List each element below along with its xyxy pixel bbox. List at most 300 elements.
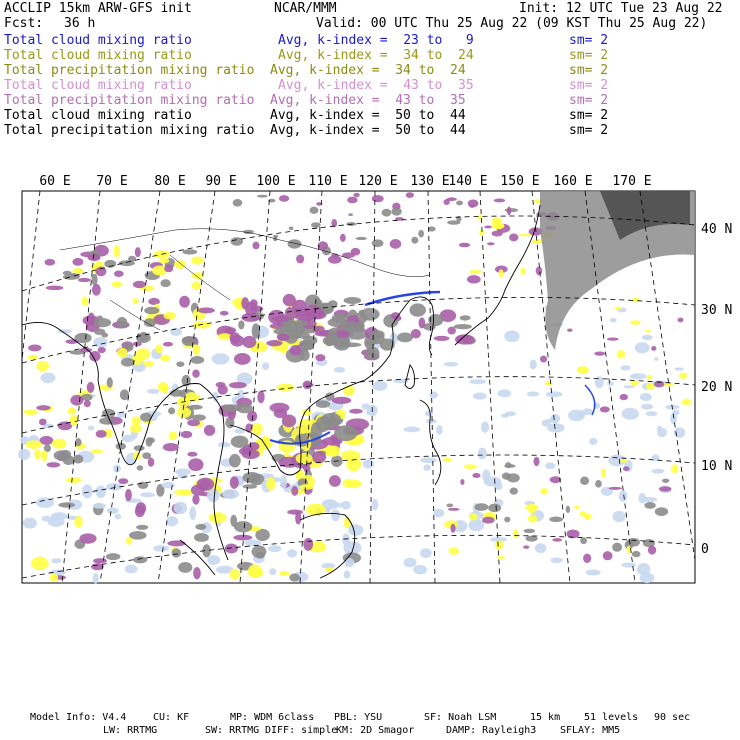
precip-cell bbox=[675, 367, 684, 370]
precip-cell bbox=[190, 506, 197, 520]
precip-cell bbox=[433, 509, 444, 518]
precip-cell bbox=[47, 462, 60, 467]
lat-label: 20 N bbox=[701, 380, 733, 395]
precip-cell bbox=[133, 556, 147, 563]
precip-cell bbox=[93, 558, 107, 563]
precip-cell bbox=[172, 548, 182, 557]
precip-cell bbox=[111, 282, 122, 287]
precip-cell bbox=[115, 514, 122, 520]
precip-cell bbox=[646, 383, 655, 390]
lat-label: 40 N bbox=[701, 222, 733, 237]
precip-cell bbox=[621, 562, 636, 567]
legend-field: Total cloud mixing ratio bbox=[4, 78, 192, 93]
precip-cell bbox=[40, 436, 54, 445]
legend-sm: sm= 2 bbox=[569, 93, 609, 108]
precip-cell bbox=[369, 332, 384, 344]
precip-cell bbox=[651, 469, 664, 474]
precip-cell bbox=[343, 479, 354, 488]
forecast-hours: 36 h bbox=[64, 16, 96, 31]
lon-label: 140 E bbox=[448, 174, 488, 189]
legend-stat: Avg, k-index = 50 to 44 bbox=[270, 123, 466, 138]
legend-stat: Avg, k-index = 50 to 44 bbox=[270, 108, 466, 123]
precip-cell bbox=[287, 549, 297, 557]
precip-cell bbox=[41, 450, 48, 461]
precip-cell bbox=[70, 395, 83, 406]
precip-cell bbox=[130, 424, 141, 433]
precip-cell bbox=[621, 365, 631, 370]
precip-cell bbox=[333, 337, 350, 351]
precip-cell bbox=[289, 226, 293, 230]
precip-cell bbox=[193, 567, 201, 579]
precip-cell bbox=[646, 411, 658, 416]
precip-cell bbox=[342, 533, 350, 546]
precip-cell bbox=[88, 426, 95, 431]
legend-sm: sm= 2 bbox=[569, 48, 609, 63]
precip-cell bbox=[655, 507, 668, 516]
precip-cell bbox=[526, 536, 538, 542]
precip-cell bbox=[88, 312, 95, 323]
precip-cell bbox=[469, 379, 486, 384]
precip-cell bbox=[161, 482, 174, 488]
precip-cell bbox=[577, 366, 589, 374]
precip-cell bbox=[334, 425, 357, 441]
precip-cell bbox=[114, 271, 124, 277]
precip-cell bbox=[289, 574, 300, 582]
precip-cell bbox=[74, 516, 82, 528]
precip-cell bbox=[279, 571, 289, 576]
footer-info-item: 15 km bbox=[530, 712, 561, 723]
precip-cell bbox=[526, 504, 539, 510]
precip-cell bbox=[160, 279, 170, 287]
precip-cell bbox=[623, 466, 630, 471]
precip-cell bbox=[443, 199, 449, 205]
precip-cell bbox=[314, 326, 325, 333]
precip-cell bbox=[682, 399, 691, 406]
precip-cell bbox=[42, 516, 51, 522]
precip-cell bbox=[218, 333, 232, 340]
init-time: Init: 12 UTC Tue 23 Aug 22 bbox=[519, 1, 723, 16]
precip-cell bbox=[355, 237, 367, 240]
precip-cell bbox=[510, 488, 518, 495]
precip-cell bbox=[528, 515, 537, 523]
precip-cell bbox=[296, 255, 304, 264]
precip-cell bbox=[143, 361, 154, 367]
precip-cell bbox=[166, 516, 178, 526]
precip-cell bbox=[574, 505, 580, 509]
precip-cell bbox=[72, 258, 83, 266]
precip-cell bbox=[192, 414, 206, 421]
footer-info-item: MP: WDM 6class bbox=[230, 712, 315, 723]
precip-cell bbox=[192, 281, 201, 290]
lon-label: 100 E bbox=[256, 174, 296, 189]
precip-cell bbox=[594, 352, 605, 356]
precip-cell bbox=[340, 234, 346, 242]
footer-info-item: SFLAY: MM5 bbox=[560, 725, 621, 736]
footer-info-item: 90 sec bbox=[654, 712, 691, 723]
precip-cell bbox=[642, 335, 653, 341]
precip-cell bbox=[372, 195, 384, 202]
precip-cell bbox=[188, 458, 203, 471]
precip-cell bbox=[540, 488, 548, 495]
precip-cell bbox=[353, 193, 359, 197]
precip-cell bbox=[229, 569, 240, 580]
precip-cell bbox=[207, 488, 220, 502]
precip-cell bbox=[41, 372, 56, 383]
precip-cell bbox=[268, 545, 281, 552]
precip-cell bbox=[291, 486, 298, 496]
precip-cell bbox=[546, 391, 563, 397]
precip-cell bbox=[467, 275, 481, 283]
precip-cell bbox=[493, 223, 504, 229]
precip-cell bbox=[550, 476, 561, 483]
precip-cell bbox=[654, 357, 658, 360]
lon-label: 70 E bbox=[96, 174, 128, 189]
precip-cell bbox=[505, 462, 511, 468]
precip-cell bbox=[222, 489, 239, 499]
precip-cell bbox=[133, 281, 146, 288]
precip-cell bbox=[397, 333, 413, 343]
precip-cell bbox=[550, 558, 563, 564]
precip-cell bbox=[182, 249, 197, 254]
precip-cell bbox=[290, 320, 309, 326]
org-label: NCAR/MMM bbox=[274, 1, 337, 16]
precip-cell bbox=[28, 355, 38, 361]
precip-cell bbox=[601, 468, 606, 478]
precip-cell bbox=[567, 328, 573, 331]
lon-label: 120 E bbox=[358, 174, 398, 189]
precip-cell bbox=[434, 336, 450, 341]
precip-cell bbox=[225, 327, 236, 334]
precip-cell bbox=[546, 418, 557, 423]
precip-cell bbox=[310, 207, 319, 214]
legend-field: Total precipitation mixing ratio bbox=[4, 63, 255, 78]
precip-cell bbox=[248, 569, 263, 577]
legend-field: Total cloud mixing ratio bbox=[4, 33, 192, 48]
precip-cell bbox=[536, 267, 543, 276]
precip-cell bbox=[429, 391, 438, 398]
precip-cell bbox=[230, 332, 241, 343]
lon-label: 170 E bbox=[612, 174, 652, 189]
precip-cell bbox=[418, 230, 424, 238]
precip-cell bbox=[280, 475, 287, 489]
precip-cell bbox=[348, 524, 363, 536]
precip-cell bbox=[630, 380, 639, 386]
precip-cell bbox=[372, 239, 384, 247]
legend-sm: sm= 2 bbox=[569, 123, 609, 138]
precip-cell bbox=[347, 197, 357, 204]
precip-cell bbox=[160, 355, 170, 362]
precip-cell bbox=[134, 445, 145, 451]
precip-cell bbox=[218, 442, 231, 447]
precip-cell bbox=[520, 268, 525, 275]
precip-cell bbox=[299, 484, 314, 489]
precip-cell bbox=[204, 425, 215, 436]
precip-cell bbox=[460, 315, 471, 320]
precip-cell bbox=[136, 502, 147, 514]
precip-cell bbox=[295, 434, 309, 447]
precip-cell bbox=[644, 502, 655, 509]
precip-cell bbox=[545, 462, 555, 469]
precip-cell bbox=[266, 477, 275, 490]
precip-cell bbox=[623, 385, 634, 388]
precip-cell bbox=[153, 545, 169, 552]
precip-cell bbox=[504, 330, 520, 342]
precip-cell bbox=[179, 296, 190, 308]
precip-cell bbox=[51, 512, 68, 520]
precip-cell bbox=[411, 329, 421, 338]
lat-label: 10 N bbox=[701, 459, 733, 474]
precip-cell bbox=[580, 537, 587, 544]
precip-cell bbox=[79, 533, 96, 543]
precip-cell bbox=[174, 502, 188, 514]
precip-cell bbox=[659, 486, 672, 491]
precip-cell bbox=[126, 537, 132, 545]
precip-cell bbox=[125, 565, 138, 574]
precip-cell bbox=[635, 342, 650, 353]
legend-sm: sm= 2 bbox=[569, 33, 609, 48]
precip-cell bbox=[230, 515, 237, 527]
precip-cell bbox=[248, 442, 260, 450]
precip-cell bbox=[334, 367, 345, 373]
precip-cell bbox=[505, 208, 518, 212]
precip-cell bbox=[523, 545, 529, 548]
precip-cell bbox=[620, 394, 628, 400]
precip-cell bbox=[18, 449, 30, 460]
precip-cell bbox=[93, 573, 99, 584]
footer-info-item: 51 levels bbox=[584, 712, 639, 723]
precip-cell bbox=[256, 552, 265, 559]
precip-cell bbox=[566, 506, 570, 513]
footer-info-item: LW: RRTMG bbox=[103, 725, 158, 736]
precip-cell bbox=[311, 222, 321, 228]
precip-cell bbox=[409, 303, 425, 316]
precip-cell bbox=[582, 408, 592, 415]
precip-cell bbox=[234, 353, 251, 365]
precip-cell bbox=[174, 260, 186, 269]
lon-label: 150 E bbox=[500, 174, 540, 189]
precip-cell bbox=[436, 425, 443, 435]
precip-cell bbox=[34, 449, 40, 459]
legend-stat: Avg, k-index = 43 to 35 bbox=[270, 93, 466, 108]
precip-cell bbox=[92, 274, 98, 286]
precip-cell bbox=[52, 439, 67, 449]
precip-cell bbox=[28, 345, 42, 352]
precip-cell bbox=[190, 356, 204, 364]
precip-cell bbox=[637, 563, 650, 575]
precip-cell bbox=[492, 231, 503, 237]
footer-info-item: PBL: YSU bbox=[334, 712, 383, 723]
precip-cell bbox=[279, 195, 289, 202]
precip-cell bbox=[316, 400, 330, 408]
precip-cell bbox=[372, 499, 379, 510]
precip-cell bbox=[82, 296, 89, 306]
precip-cell bbox=[474, 503, 488, 511]
precip-cell bbox=[498, 389, 511, 397]
precip-cell bbox=[484, 476, 502, 486]
precip-cell bbox=[583, 554, 591, 563]
precip-cell bbox=[217, 385, 227, 395]
precip-cell bbox=[117, 348, 128, 358]
precip-cell bbox=[243, 484, 258, 488]
precip-cell bbox=[586, 570, 601, 576]
precip-cell bbox=[472, 473, 480, 478]
precip-cell bbox=[295, 512, 301, 525]
precip-cell bbox=[36, 361, 49, 372]
lon-label: 60 E bbox=[39, 174, 71, 189]
precip-cell bbox=[443, 458, 452, 462]
precip-cell bbox=[464, 464, 477, 468]
precip-cell bbox=[600, 406, 610, 412]
precip-cell bbox=[194, 533, 209, 542]
precip-cell bbox=[487, 242, 495, 245]
precip-cell bbox=[540, 356, 547, 363]
precip-cell bbox=[147, 389, 159, 394]
precip-cell bbox=[647, 375, 653, 380]
precip-cell bbox=[163, 443, 179, 451]
precip-cell bbox=[349, 409, 363, 414]
precip-cell bbox=[448, 508, 460, 511]
precip-cell bbox=[191, 257, 204, 265]
precip-cell bbox=[78, 278, 91, 282]
precip-cell bbox=[207, 555, 220, 565]
precip-cell bbox=[645, 330, 652, 333]
precip-cell bbox=[341, 321, 358, 331]
precip-cell bbox=[225, 543, 238, 553]
precip-cell bbox=[169, 432, 177, 441]
precip-cell bbox=[117, 317, 128, 328]
precip-cell bbox=[148, 458, 155, 467]
precip-cell bbox=[140, 492, 155, 497]
lon-label: 80 E bbox=[154, 174, 186, 189]
precip-cell bbox=[478, 448, 487, 460]
legend-stat: Avg, k-index = 34 to 24 bbox=[278, 48, 474, 63]
precip-cell bbox=[196, 478, 214, 491]
precip-cell bbox=[613, 511, 626, 522]
precip-cell bbox=[482, 517, 494, 524]
precip-cell bbox=[99, 417, 115, 424]
legend-stat: Avg, k-index = 43 to 35 bbox=[278, 78, 474, 93]
precip-cell bbox=[631, 298, 640, 302]
precip-cell bbox=[163, 342, 173, 347]
precip-cell bbox=[144, 307, 159, 314]
precip-cell bbox=[93, 503, 106, 509]
latitude-labels bbox=[701, 222, 732, 557]
precip-cell bbox=[678, 318, 684, 323]
forecast-label: Fcst: bbox=[4, 16, 44, 31]
precip-cell bbox=[469, 270, 482, 273]
precip-cell bbox=[192, 494, 199, 504]
footer-info-item: KM: 2D Smagor bbox=[336, 725, 415, 736]
precip-cell bbox=[54, 450, 69, 460]
precip-cell bbox=[192, 370, 200, 378]
precip-cell bbox=[351, 248, 361, 256]
precip-cell bbox=[420, 548, 432, 558]
precip-cell bbox=[177, 407, 191, 418]
legend-sm: sm= 2 bbox=[569, 63, 609, 78]
precip-cell bbox=[468, 519, 484, 531]
precip-cell bbox=[282, 415, 296, 428]
precip-cell bbox=[674, 427, 685, 438]
precip-cell bbox=[622, 408, 639, 420]
precip-cell bbox=[365, 347, 379, 360]
legend-stat: Avg, k-index = 23 to 9 bbox=[278, 33, 474, 48]
precip-cell bbox=[344, 297, 362, 304]
precip-cell bbox=[343, 385, 354, 395]
precip-cell bbox=[233, 535, 252, 541]
precip-cell bbox=[231, 436, 249, 448]
precip-cell bbox=[136, 525, 148, 530]
precip-cell bbox=[488, 504, 501, 513]
precip-cell bbox=[195, 524, 206, 530]
precip-cell bbox=[277, 334, 289, 341]
precip-cell bbox=[229, 454, 241, 468]
precip-cell bbox=[106, 553, 121, 560]
precip-cell bbox=[420, 457, 437, 463]
precip-cell bbox=[324, 334, 334, 346]
precip-cell bbox=[68, 408, 77, 415]
precip-cell bbox=[609, 487, 622, 490]
precip-cell bbox=[469, 513, 478, 520]
precip-cell bbox=[222, 404, 242, 411]
precip-cell bbox=[619, 490, 628, 502]
precip-cell bbox=[533, 457, 539, 466]
precip-cell bbox=[382, 209, 392, 217]
precip-cell bbox=[518, 233, 531, 236]
precip-cell bbox=[51, 558, 61, 563]
precip-cell bbox=[495, 540, 503, 549]
precip-cell bbox=[509, 233, 518, 241]
precip-cell bbox=[632, 551, 641, 557]
precip-cell bbox=[144, 318, 156, 327]
precip-cell bbox=[372, 381, 388, 391]
precip-cell bbox=[419, 317, 426, 328]
precip-cell bbox=[135, 247, 141, 257]
precip-cell bbox=[391, 207, 401, 215]
precip-cell bbox=[137, 465, 144, 470]
precip-cell bbox=[413, 565, 427, 575]
precip-cell bbox=[295, 308, 310, 317]
precip-cell bbox=[188, 405, 202, 410]
precip-cell bbox=[627, 546, 631, 555]
precip-cell bbox=[198, 307, 215, 313]
precip-cell bbox=[270, 403, 290, 413]
precip-cell bbox=[630, 373, 647, 379]
precip-cell bbox=[69, 415, 78, 426]
precip-cell bbox=[164, 264, 173, 272]
precip-cell bbox=[671, 464, 678, 473]
valid-time: Valid: 00 UTC Thu 25 Aug 22 (09 KST Thu 25 Aug 22) bbox=[316, 16, 708, 31]
precip-cell bbox=[262, 362, 269, 370]
footer-info-item: SF: Noah LSM bbox=[424, 712, 497, 723]
precip-cell bbox=[580, 476, 589, 484]
precip-cell bbox=[238, 320, 244, 329]
precip-cell bbox=[513, 529, 518, 539]
precip-cell bbox=[167, 540, 185, 546]
precip-cell bbox=[446, 503, 453, 507]
precip-cell bbox=[473, 393, 487, 400]
precip-cell bbox=[132, 298, 138, 304]
legend-sm: sm= 2 bbox=[569, 108, 609, 123]
precip-cell bbox=[331, 509, 340, 521]
precip-cell bbox=[257, 391, 264, 404]
precip-cell bbox=[481, 421, 489, 432]
precip-cell bbox=[129, 531, 146, 540]
precip-cell bbox=[484, 226, 492, 229]
precip-cell bbox=[266, 340, 282, 346]
precip-cell bbox=[460, 479, 464, 485]
precip-cell bbox=[620, 459, 628, 463]
precip-cell bbox=[363, 459, 375, 468]
